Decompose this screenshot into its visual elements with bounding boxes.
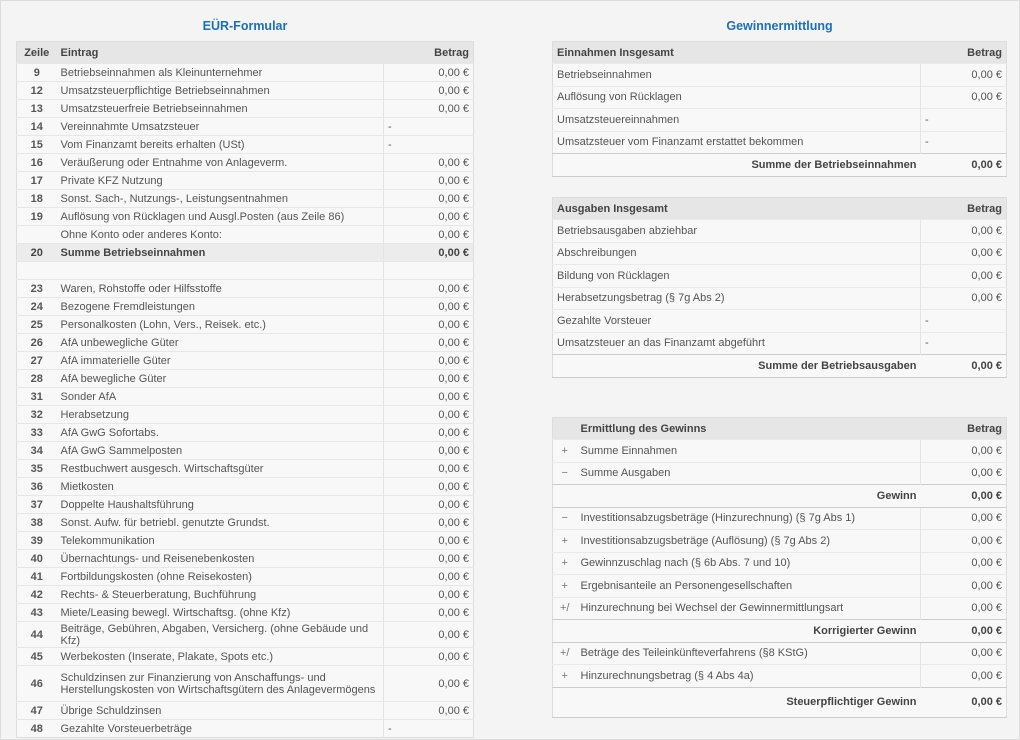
entry-label: Restbuchwert ausgesch. Wirtschaftsgüter <box>57 460 384 478</box>
entry-label: Umsatzsteuerpflichtige Betriebseinnahmen <box>57 82 384 100</box>
entry-label: Miete/Leasing bewegl. Wirtschaftsg. (ohne Kfz) <box>57 604 384 622</box>
entry-label: AfA GwG Sofortabs. <box>57 424 384 442</box>
table-row <box>17 298 474 316</box>
total-label: Korrigierter Gewinn <box>553 620 921 643</box>
amount: - <box>921 131 1007 154</box>
table-row <box>17 226 474 244</box>
table-row <box>553 530 1007 553</box>
zeile-number: 20 <box>17 244 57 262</box>
entry-label: Herabsetzungsbetrag (§ 7g Abs 2) <box>553 287 921 310</box>
zeile-number: 33 <box>17 424 57 442</box>
zeile-number: 40 <box>17 550 57 568</box>
table-row <box>553 287 1007 310</box>
amount: 0,00 € <box>384 280 474 298</box>
table-row <box>553 242 1007 265</box>
betrag-header: Betrag <box>921 42 1007 64</box>
zeile-number: 48 <box>17 720 57 738</box>
entry-label: Abschreibungen <box>553 242 921 265</box>
eur-formular-title: EÜR-Formular <box>202 19 288 33</box>
amount: 0,00 € <box>384 154 474 172</box>
entry-label: Vom Finanzamt bereits erhalten (USt) <box>57 136 384 154</box>
amount: 0,00 € <box>921 552 1007 575</box>
zeile-number: 14 <box>17 118 57 136</box>
col-betrag: Betrag <box>384 42 474 64</box>
table-row <box>553 310 1007 333</box>
table-row <box>17 100 474 118</box>
amount: 0,00 € <box>384 478 474 496</box>
entry-label: Gezahlte Vorsteuerbeträge <box>57 720 384 738</box>
zeile-number: 31 <box>17 388 57 406</box>
amount: 0,00 € <box>921 265 1007 288</box>
zeile-number: 13 <box>17 100 57 118</box>
total-amount: 0,00 € <box>921 485 1007 508</box>
amount: - <box>921 109 1007 132</box>
amount: 0,00 € <box>921 242 1007 265</box>
entry-label: Schuldzinsen zur Finanzierung von Anschaffungs- und Herstellungskosten von Wirtschaftsgütern des Anlagevermögens <box>57 666 384 702</box>
zeile-number: 27 <box>17 352 57 370</box>
amount: 0,00 € <box>384 702 474 720</box>
table-row <box>17 208 474 226</box>
amount: 0,00 € <box>921 665 1007 688</box>
entry-label: Telekommunikation <box>57 532 384 550</box>
entry-label: Hinzurechnungsbetrag (§ 4 Abs 4a) <box>577 665 921 688</box>
zeile-number: 34 <box>17 442 57 460</box>
entry-label: Summe Ausgaben <box>577 462 921 485</box>
table-row <box>17 720 474 738</box>
table-row <box>17 82 474 100</box>
sum-row <box>553 355 1007 378</box>
amount: 0,00 € <box>384 370 474 388</box>
amount: - <box>384 118 474 136</box>
amount: 0,00 € <box>384 666 474 702</box>
table-row <box>17 532 474 550</box>
entry-label: Bildung von Rücklagen <box>553 265 921 288</box>
table-row <box>17 424 474 442</box>
amount <box>384 262 474 280</box>
zeile-number <box>17 262 57 280</box>
entry-label: Auflösung von Rücklagen und Ausgl.Posten (aus Zeile 86) <box>57 208 384 226</box>
amount: 0,00 € <box>384 604 474 622</box>
table-row <box>17 702 474 720</box>
col-eintrag: Eintrag <box>57 42 384 64</box>
zeile-number: 45 <box>17 648 57 666</box>
ausgaben-header: Ausgaben Insgesamt <box>553 198 921 220</box>
entry-label: Betriebsausgaben abziehbar <box>553 220 921 243</box>
table-row <box>553 507 1007 530</box>
table-row <box>17 514 474 532</box>
betrag-header: Betrag <box>921 198 1007 220</box>
entry-label: Umsatzsteuer vom Finanzamt erstattet bekommen <box>553 131 921 154</box>
zeile-number: 17 <box>17 172 57 190</box>
amount: 0,00 € <box>384 172 474 190</box>
operator-sign: +/ <box>553 597 577 620</box>
amount: 0,00 € <box>384 316 474 334</box>
entry-label: Personalkosten (Lohn, Vers., Reisek. etc.) <box>57 316 384 334</box>
zeile-number: 39 <box>17 532 57 550</box>
table-row <box>17 622 474 648</box>
entry-label: Umsatzsteuer an das Finanzamt abgeführt <box>553 332 921 355</box>
total-label: Gewinn <box>553 485 921 508</box>
zeile-number: 32 <box>17 406 57 424</box>
entry-label: Mietkosten <box>57 478 384 496</box>
amount: 0,00 € <box>384 622 474 648</box>
table-row <box>553 86 1007 109</box>
amount: 0,00 € <box>384 82 474 100</box>
sum-row <box>553 154 1007 177</box>
table-row <box>17 568 474 586</box>
sum-amount: 0,00 € <box>921 355 1007 378</box>
zeile-number: 46 <box>17 666 57 702</box>
amount: 0,00 € <box>384 532 474 550</box>
amount: 0,00 € <box>384 352 474 370</box>
entry-label: Auflösung von Rücklagen <box>553 86 921 109</box>
table-row <box>17 154 474 172</box>
table-row <box>17 262 474 280</box>
entry-label: Beträge des Teileinkünfteverfahrens (§8 KStG) <box>577 642 921 665</box>
table-row <box>553 462 1007 485</box>
entry-label: AfA GwG Sammelposten <box>57 442 384 460</box>
amount: 0,00 € <box>384 460 474 478</box>
amount: 0,00 € <box>384 648 474 666</box>
entry-label: Gewinnzuschlag nach (§ 6b Abs. 7 und 10) <box>577 552 921 575</box>
entry-label: Übernachtungs- und Reisenebenkosten <box>57 550 384 568</box>
table-row <box>17 172 474 190</box>
gewinn-header: Ermittlung des Gewinns <box>577 418 921 440</box>
amount: 0,00 € <box>384 514 474 532</box>
zeile-number: 28 <box>17 370 57 388</box>
amount: 0,00 € <box>921 597 1007 620</box>
sum-amount: 0,00 € <box>921 154 1007 177</box>
amount: 0,00 € <box>384 334 474 352</box>
amount: 0,00 € <box>384 298 474 316</box>
amount: - <box>384 720 474 738</box>
entry-label: Gezahlte Vorsteuer <box>553 310 921 333</box>
table-row <box>17 586 474 604</box>
zeile-number: 35 <box>17 460 57 478</box>
amount: 0,00 € <box>384 388 474 406</box>
entry-label: AfA immaterielle Güter <box>57 352 384 370</box>
operator-sign: + <box>553 575 577 598</box>
operator-sign: + <box>553 440 577 463</box>
table-row <box>17 334 474 352</box>
operator-sign: − <box>553 462 577 485</box>
table-row <box>553 64 1007 87</box>
table-row <box>17 64 474 82</box>
table-row <box>553 552 1007 575</box>
zeile-number: 12 <box>17 82 57 100</box>
amount: 0,00 € <box>384 100 474 118</box>
amount: 0,00 € <box>384 550 474 568</box>
entry-label: Doppelte Haushaltsführung <box>57 496 384 514</box>
table-row <box>553 597 1007 620</box>
amount: 0,00 € <box>384 442 474 460</box>
entry-label: AfA bewegliche Güter <box>57 370 384 388</box>
amount: 0,00 € <box>384 424 474 442</box>
sum-label: Summe der Betriebsausgaben <box>553 355 921 378</box>
amount: 0,00 € <box>921 642 1007 665</box>
einnahmen-header: Einnahmen Insgesamt <box>553 42 921 64</box>
table-row <box>17 406 474 424</box>
amount: 0,00 € <box>921 287 1007 310</box>
entry-label: Investitionsabzugsbeträge (Auflösung) (§ 7g Abs 2) <box>577 530 921 553</box>
table-row <box>553 109 1007 132</box>
table-row <box>553 665 1007 688</box>
table-row <box>17 550 474 568</box>
total-row <box>553 485 1007 508</box>
col-zeile: Zeile <box>17 42 57 64</box>
operator-sign: − <box>553 507 577 530</box>
operator-sign: + <box>553 552 577 575</box>
amount: 0,00 € <box>384 226 474 244</box>
amount: 0,00 € <box>921 575 1007 598</box>
table-row <box>17 280 474 298</box>
table-row <box>17 118 474 136</box>
total-amount: 0,00 € <box>921 620 1007 643</box>
zeile-number: 16 <box>17 154 57 172</box>
table-row <box>553 642 1007 665</box>
entry-label: Rechts- & Steuerberatung, Buchführung <box>57 586 384 604</box>
entry-label: Übrige Schuldzinsen <box>57 702 384 720</box>
table-row <box>17 460 474 478</box>
table-row <box>553 440 1007 463</box>
operator-sign: + <box>553 530 577 553</box>
entry-label: Hinzurechnung bei Wechsel der Gewinnermittlungsart <box>577 597 921 620</box>
amount: 0,00 € <box>921 64 1007 87</box>
entry-label: Ohne Konto oder anderes Konto: <box>57 226 384 244</box>
table-row <box>17 648 474 666</box>
entry-label: Sonst. Sach-, Nutzungs-, Leistungsentnahmen <box>57 190 384 208</box>
entry-label <box>57 262 384 280</box>
table-row <box>17 316 474 334</box>
table-row <box>17 442 474 460</box>
table-row <box>553 575 1007 598</box>
table-row <box>17 244 474 262</box>
zeile-number: 19 <box>17 208 57 226</box>
zeile-number <box>17 226 57 244</box>
zeile-number: 26 <box>17 334 57 352</box>
total-label: Steuerpflichtiger Gewinn <box>553 687 921 717</box>
betrag-header: Betrag <box>921 418 1007 440</box>
operator-sign: + <box>553 665 577 688</box>
table-row <box>17 666 474 702</box>
table-row <box>553 220 1007 243</box>
table-row <box>553 265 1007 288</box>
total-row <box>553 687 1007 717</box>
zeile-number: 47 <box>17 702 57 720</box>
entry-label: Ergebnisanteile an Personengesellschaften <box>577 575 921 598</box>
entry-label: Private KFZ Nutzung <box>57 172 384 190</box>
ausgaben-table <box>552 197 1007 378</box>
zeile-number: 24 <box>17 298 57 316</box>
table-row <box>17 136 474 154</box>
entry-label: Waren, Rohstoffe oder Hilfsstoffe <box>57 280 384 298</box>
entry-label: Sonst. Aufw. für betriebl. genutzte Grundst. <box>57 514 384 532</box>
amount: 0,00 € <box>384 208 474 226</box>
zeile-number: 23 <box>17 280 57 298</box>
amount: 0,00 € <box>384 406 474 424</box>
eur-table <box>16 41 474 738</box>
entry-label: Summe Betriebseinnahmen <box>57 244 384 262</box>
table-row <box>17 388 474 406</box>
amount: 0,00 € <box>384 190 474 208</box>
entry-label: Umsatzsteuerfreie Betriebseinnahmen <box>57 100 384 118</box>
table-row <box>17 604 474 622</box>
zeile-number: 18 <box>17 190 57 208</box>
amount: 0,00 € <box>921 462 1007 485</box>
gewinn-table <box>552 417 1007 718</box>
zeile-number: 38 <box>17 514 57 532</box>
entry-label: Sonder AfA <box>57 388 384 406</box>
entry-label: Umsatzsteuereinnahmen <box>553 109 921 132</box>
amount: 0,00 € <box>921 86 1007 109</box>
einnahmen-table <box>552 41 1007 177</box>
entry-label: Fortbildungskosten (ohne Reisekosten) <box>57 568 384 586</box>
amount: 0,00 € <box>384 496 474 514</box>
zeile-number: 15 <box>17 136 57 154</box>
amount: - <box>921 332 1007 355</box>
entry-label: Betriebseinnahmen als Kleinunternehmer <box>57 64 384 82</box>
amount: 0,00 € <box>384 244 474 262</box>
zeile-number: 44 <box>17 622 57 648</box>
table-row <box>17 496 474 514</box>
table-row <box>553 332 1007 355</box>
entry-label: Betriebseinnahmen <box>553 64 921 87</box>
zeile-number: 36 <box>17 478 57 496</box>
total-row <box>553 620 1007 643</box>
amount: 0,00 € <box>921 440 1007 463</box>
amount: - <box>921 310 1007 333</box>
table-row <box>17 352 474 370</box>
table-row <box>17 190 474 208</box>
entry-label: Werbekosten (Inserate, Plakate, Spots etc.) <box>57 648 384 666</box>
zeile-number: 43 <box>17 604 57 622</box>
amount: 0,00 € <box>921 220 1007 243</box>
amount: 0,00 € <box>384 64 474 82</box>
zeile-number: 41 <box>17 568 57 586</box>
entry-label: Beiträge, Gebühren, Abgaben, Versicherg. (ohne Gebäude und Kfz) <box>57 622 384 648</box>
entry-label: Bezogene Fremdleistungen <box>57 298 384 316</box>
entry-label: Investitionsabzugsbeträge (Hinzurechnung) (§ 7g Abs 1) <box>577 507 921 530</box>
entry-label: Vereinnahmte Umsatzsteuer <box>57 118 384 136</box>
amount: 0,00 € <box>921 507 1007 530</box>
sum-label: Summe der Betriebseinnahmen <box>553 154 921 177</box>
zeile-number: 9 <box>17 64 57 82</box>
zeile-number: 25 <box>17 316 57 334</box>
zeile-number: 42 <box>17 586 57 604</box>
amount: 0,00 € <box>921 530 1007 553</box>
table-row <box>553 131 1007 154</box>
operator-sign: +/ <box>553 642 577 665</box>
gewinnermittlung-title: Gewinnermittlung <box>726 19 833 33</box>
entry-label: Herabsetzung <box>57 406 384 424</box>
table-row <box>17 370 474 388</box>
amount: 0,00 € <box>384 568 474 586</box>
entry-label: AfA unbewegliche Güter <box>57 334 384 352</box>
zeile-number: 37 <box>17 496 57 514</box>
entry-label: Veräußerung oder Entnahme von Anlageverm. <box>57 154 384 172</box>
amount: - <box>384 136 474 154</box>
entry-label: Summe Einnahmen <box>577 440 921 463</box>
total-amount: 0,00 € <box>921 687 1007 717</box>
table-row <box>17 478 474 496</box>
amount: 0,00 € <box>384 586 474 604</box>
